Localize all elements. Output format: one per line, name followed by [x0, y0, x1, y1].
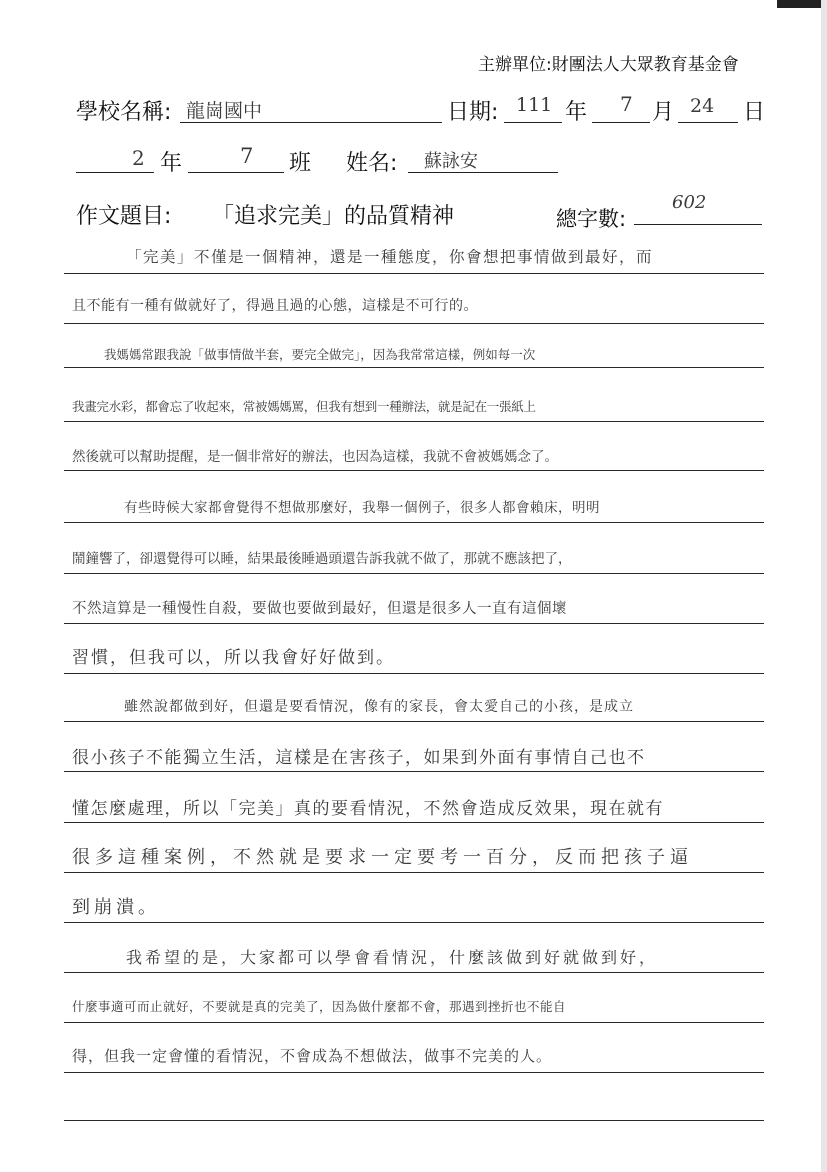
- ruled-line: [64, 1120, 764, 1121]
- essay-line: 到崩潰。: [72, 897, 160, 918]
- organizer-text: 主辦單位:財團法人大眾教育基金會: [478, 55, 739, 75]
- wordcount-underline: [634, 224, 762, 225]
- ruled-line: [64, 273, 764, 274]
- name-underline: [408, 172, 558, 173]
- scan-edge-right: [821, 0, 827, 1172]
- ruled-line: [64, 1072, 764, 1073]
- class-value: 7: [240, 144, 254, 168]
- ruled-line: [64, 522, 764, 523]
- ruled-line: [64, 623, 764, 624]
- month-underline: [592, 122, 650, 123]
- year-value: 111: [516, 94, 553, 116]
- school-value: 龍崗國中: [186, 100, 263, 122]
- essay-line: 且不能有一種有做就好了，得過且過的心態，這樣是不可行的。: [72, 298, 478, 314]
- ruled-line: [64, 673, 764, 674]
- ruled-line: [64, 323, 764, 324]
- topic-value: 「追求完美」的品質精神: [212, 204, 455, 229]
- ruled-line: [64, 573, 764, 574]
- wordcount-label: 總字數:: [556, 207, 627, 231]
- essay-line: 懂怎麼處理，所以「完美」真的要看情況，不然會造成反效果，現在就有: [72, 799, 664, 819]
- class-unit: 班: [289, 151, 312, 176]
- class-underline: [188, 172, 284, 173]
- essay-line: 我希望的是，大家都可以學會看情況，什麼該做到好就做到好，: [126, 948, 659, 967]
- essay-line: 很小孩子不能獨立生活，這樣是在害孩子，如果到外面有事情自己也不: [72, 748, 646, 768]
- year-underline: [504, 122, 562, 123]
- scan-edge-top: [777, 0, 827, 8]
- month-value: 7: [620, 92, 633, 116]
- ruled-line: [64, 421, 764, 422]
- name-label: 姓名:: [346, 151, 398, 176]
- ruled-line: [64, 922, 764, 923]
- day-unit: 日: [743, 100, 766, 125]
- day-underline: [678, 122, 738, 123]
- ruled-line: [64, 367, 764, 368]
- essay-line: 什麼事適可而止就好，不要就是真的完美了，因為做什麼都不會，那遇到挫折也不能自: [72, 999, 567, 1014]
- topic-label: 作文題目:: [76, 204, 172, 229]
- essay-line: 不然這算是一種慢性自殺，要做也要做到最好，但還是很多人一直有這個壞: [72, 601, 567, 617]
- ruled-line: [64, 470, 764, 471]
- ruled-line: [64, 1022, 764, 1023]
- grade-unit: 年: [160, 151, 183, 176]
- school-label: 學校名稱:: [76, 100, 172, 125]
- essay-line: 我畫完水彩，都會忘了收起來，常被媽媽罵，但我有想到一種辦法，就是記在一張紙上: [72, 399, 536, 414]
- essay-line: 鬧鐘響了，卻還覺得可以睡，結果最後睡過頭還告訴我就不做了，那就不應該把了，: [72, 551, 572, 567]
- essay-line: 我媽媽常跟我說「做事情做半套，要完全做完」，因為我常常這樣，例如每一次: [104, 347, 536, 362]
- grade-underline: [76, 172, 154, 173]
- name-value: 蘇詠安: [424, 151, 478, 172]
- school-underline: [180, 122, 442, 123]
- essay-line: 習慣，但我可以，所以我會好好做到。: [72, 648, 395, 668]
- grade-value: 2: [132, 146, 145, 170]
- ruled-line: [64, 822, 764, 823]
- wordcount-value: 602: [672, 192, 707, 213]
- essay-line: 雖然說都做到好，但還是要看情況，像有的家長，會太愛自己的小孩，是成立: [124, 699, 634, 715]
- essay-line: 「完美」不僅是一個精神，還是一種態度，你會想把事情做到最好，而: [126, 248, 654, 266]
- essay-line: 得，但我一定會懂的看情況，不會成為不想做法，做事不完美的人。: [72, 1047, 553, 1065]
- essay-line: 然後就可以幫助提醒，是一個非常好的辦法，也因為這樣，我就不會被媽媽念了。: [72, 449, 558, 465]
- ruled-line: [64, 872, 764, 873]
- year-unit: 年: [565, 100, 588, 125]
- date-label: 日期:: [447, 100, 499, 125]
- ruled-line: [64, 771, 764, 772]
- essay-line: 很多這種案例，不然就是要求一定要考一百分，反而把孩子逼: [72, 847, 693, 868]
- ruled-line: [64, 972, 764, 973]
- month-unit: 月: [652, 100, 675, 125]
- ruled-line: [64, 721, 764, 722]
- essay-line: 有些時候大家都會覺得不想做那麼好，我舉一個例子，很多人都會賴床，明明: [124, 500, 600, 516]
- day-value: 24: [690, 95, 715, 117]
